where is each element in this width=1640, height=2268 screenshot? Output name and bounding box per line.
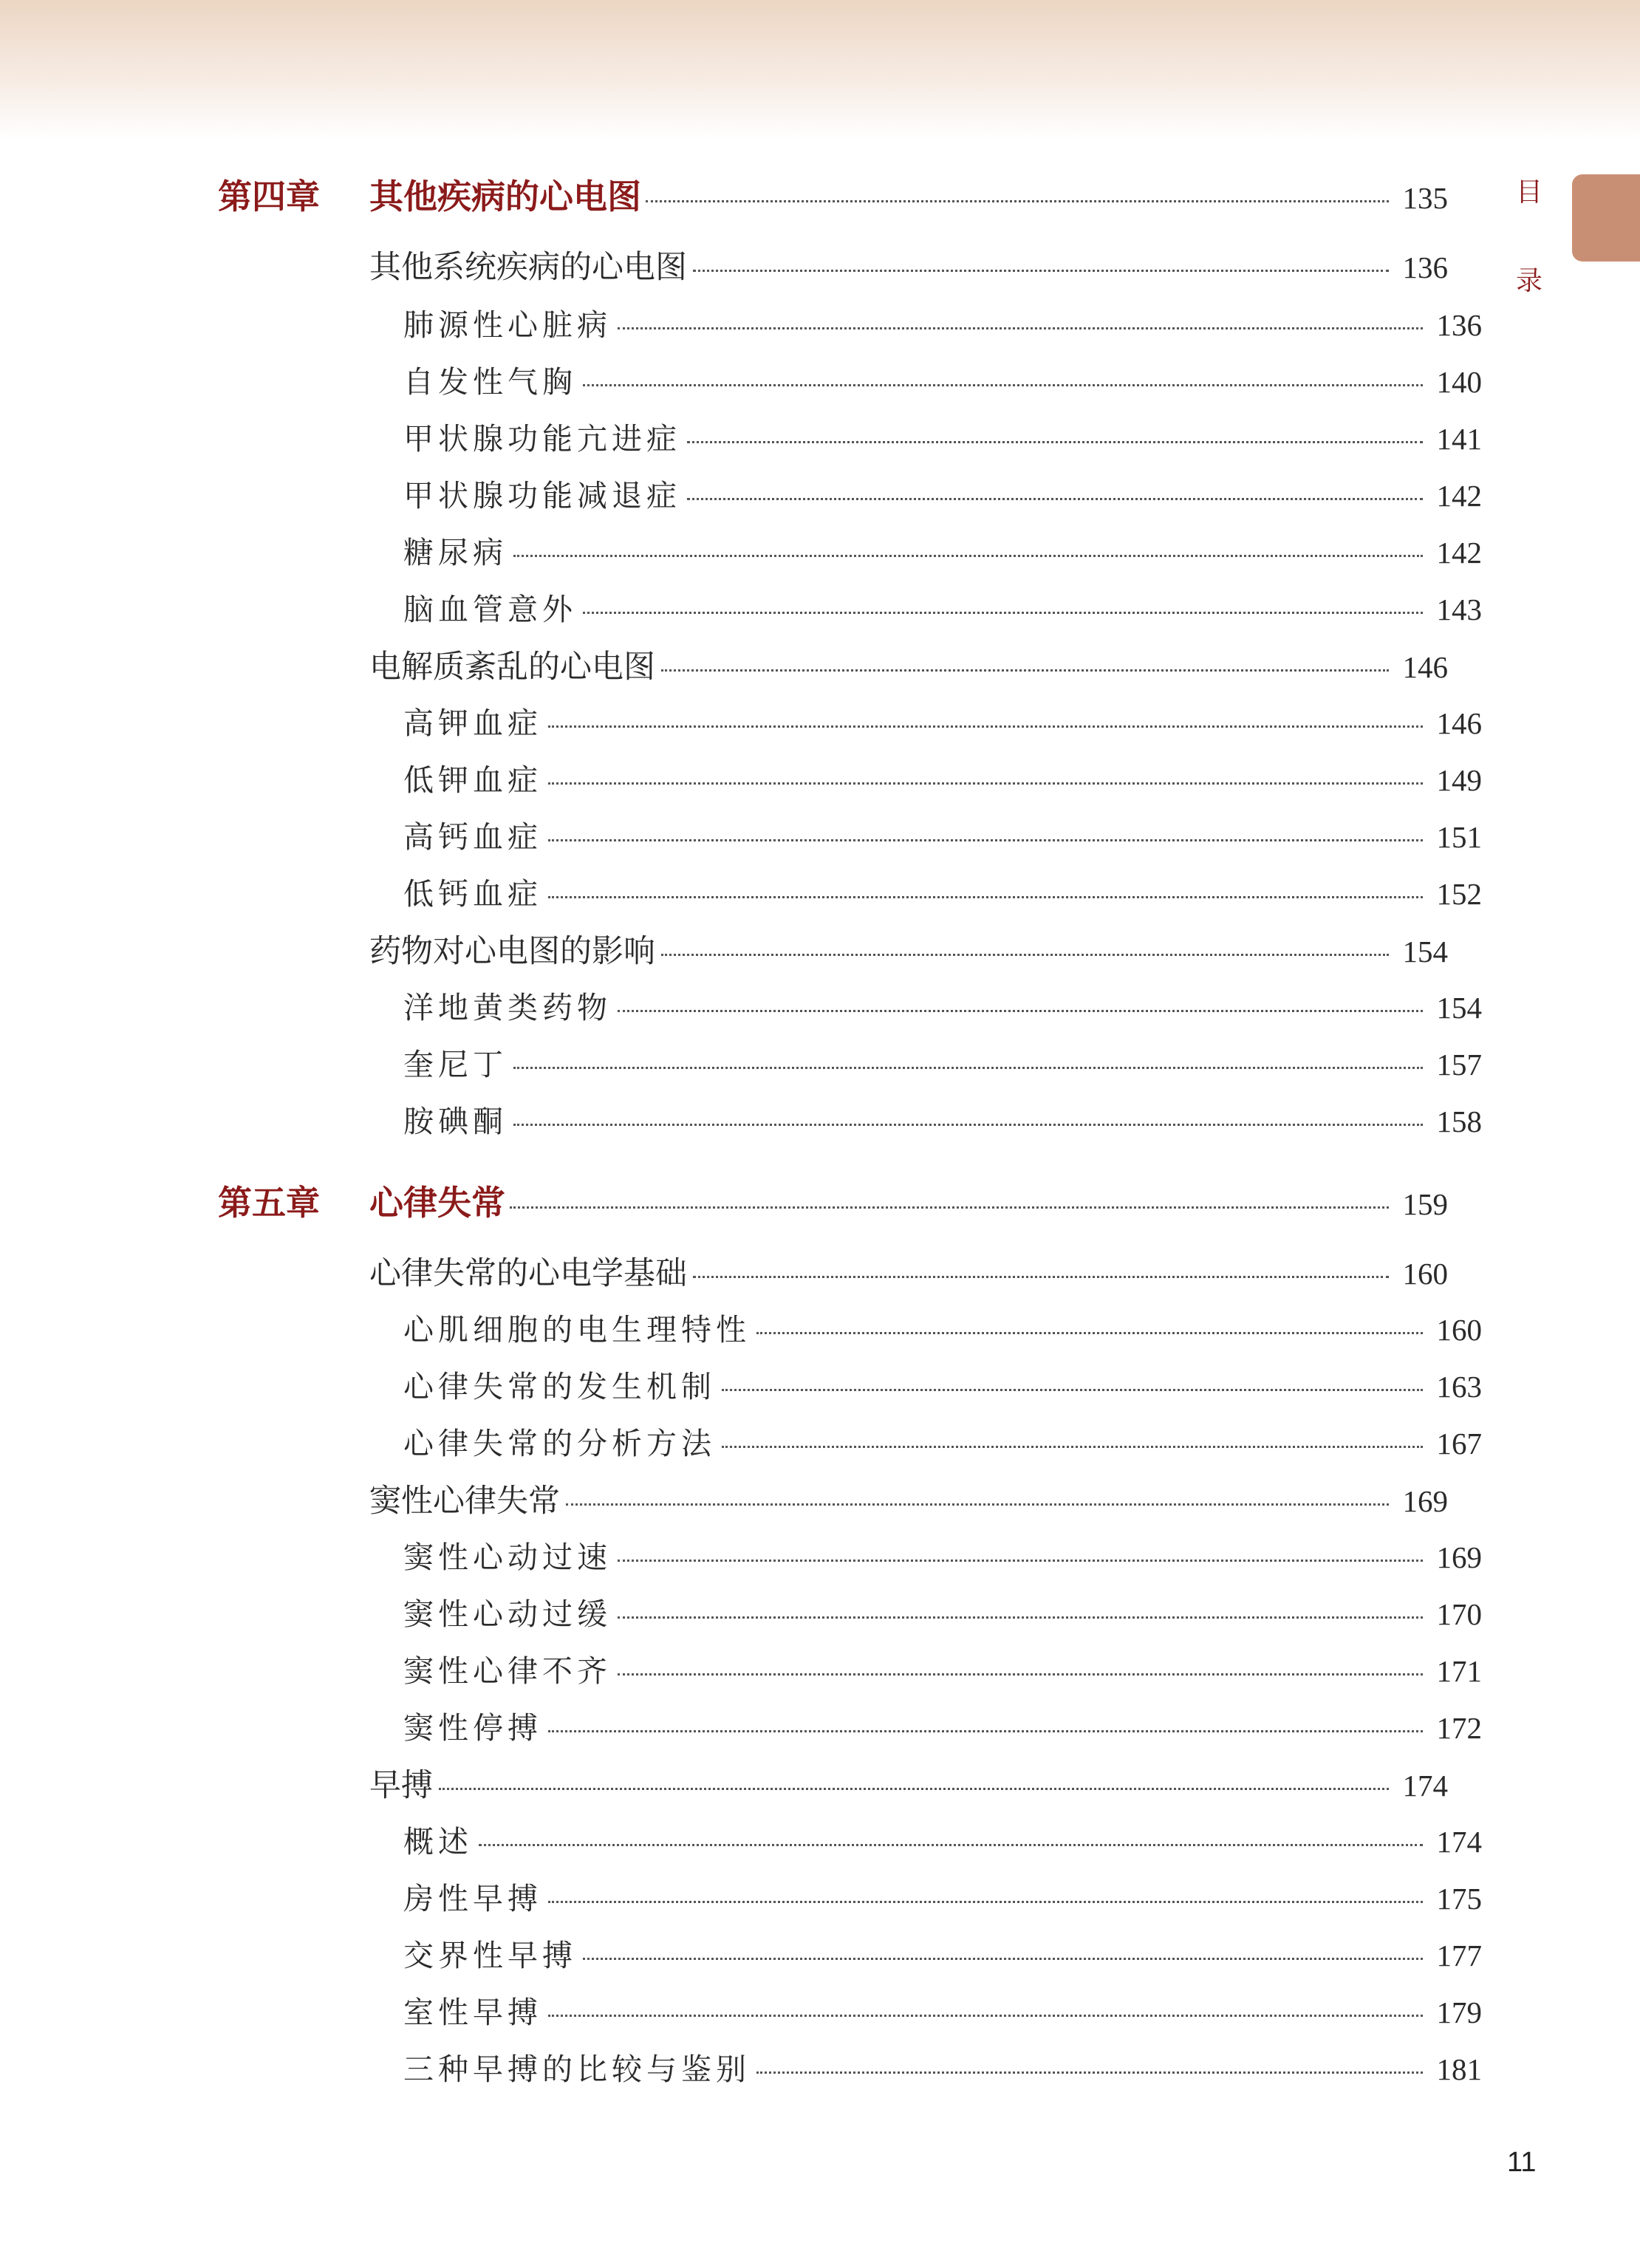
- page-ref: 170: [1436, 1597, 1482, 1631]
- entry-title: 窦性心律不齐: [403, 1653, 612, 1689]
- dot-leader: [548, 2015, 1423, 2017]
- page-ref: 160: [1402, 1257, 1448, 1291]
- toc-entry[interactable]: [369, 1760, 1448, 1806]
- page-ref: 141: [1436, 422, 1482, 456]
- entry-title: 窦性心律失常: [369, 1483, 560, 1520]
- entry-title: 窦性心动过缓: [403, 1596, 612, 1632]
- toc-entry[interactable]: [403, 1590, 1482, 1633]
- toc-entry[interactable]: [403, 358, 1482, 401]
- dot-leader: [661, 669, 1389, 672]
- page-ref: 154: [1436, 991, 1482, 1025]
- entry-title: 脑血管意外: [403, 592, 577, 627]
- entry-title: 胺碘酮: [403, 1104, 508, 1139]
- toc-entry[interactable]: [369, 242, 1448, 287]
- dot-leader: [566, 1503, 1389, 1506]
- toc-entry[interactable]: [403, 813, 1482, 856]
- entry-title: 心肌细胞的电生理特性: [403, 1312, 751, 1348]
- page-ref: 151: [1436, 820, 1482, 854]
- page-ref: 174: [1436, 1825, 1482, 1859]
- toc-entry[interactable]: [403, 1362, 1482, 1406]
- toc-entry[interactable]: [403, 1533, 1482, 1577]
- toc-entry[interactable]: [369, 1249, 1448, 1294]
- side-label-lu: 录: [1515, 266, 1542, 296]
- entry-title: 甲状腺功能减退症: [403, 478, 681, 513]
- page-ref: 142: [1436, 536, 1482, 570]
- chapter-4-heading[interactable]: [218, 170, 1448, 219]
- page-ref: 167: [1436, 1427, 1482, 1461]
- toc-entry[interactable]: [369, 926, 1448, 971]
- entry-title: 药物对心电图的影响: [369, 933, 655, 970]
- page-ref: 157: [1436, 1048, 1482, 1082]
- entry-title: 房性早搏: [403, 1881, 542, 1916]
- chapter-number: 第五章: [218, 1183, 320, 1223]
- toc-entry[interactable]: [403, 2045, 1482, 2088]
- page-ref: 171: [1436, 1654, 1482, 1688]
- toc-entry[interactable]: [403, 870, 1482, 913]
- page-ref: 136: [1402, 250, 1448, 284]
- entry-title: 心律失常的分析方法: [403, 1426, 716, 1461]
- dot-leader: [548, 1901, 1423, 1903]
- dot-leader: [618, 1673, 1423, 1676]
- toc-entry[interactable]: [403, 414, 1482, 458]
- dot-leader: [548, 839, 1423, 841]
- entry-title: 室性早搏: [403, 1995, 542, 2030]
- page-ref: 152: [1436, 877, 1482, 911]
- dot-leader: [756, 1332, 1423, 1334]
- entry-title: 窦性心动过速: [403, 1540, 612, 1575]
- toc-entry[interactable]: [403, 585, 1482, 629]
- toc-entry[interactable]: [403, 1305, 1482, 1349]
- page-ref: 174: [1402, 1769, 1448, 1803]
- entry-title: 甲状腺功能亢进症: [403, 421, 681, 457]
- entry-title: 三种早搏的比较与鉴别: [403, 2052, 751, 2087]
- dot-leader: [513, 1124, 1423, 1126]
- dot-leader: [513, 555, 1423, 557]
- dot-leader: [693, 270, 1389, 272]
- dot-leader: [439, 1788, 1389, 1790]
- dot-leader: [618, 327, 1423, 329]
- dot-leader: [548, 896, 1423, 898]
- page-ref: 175: [1436, 1882, 1482, 1916]
- entry-title: 糖尿病: [403, 535, 508, 570]
- dot-leader: [618, 1560, 1423, 1562]
- chapter-title: 其他疾病的心电图: [369, 177, 641, 216]
- entry-title: 奎尼丁: [403, 1047, 508, 1082]
- entry-title: 电解质紊乱的心电图: [369, 649, 655, 686]
- toc-entry[interactable]: [403, 1931, 1482, 1975]
- dot-leader: [548, 782, 1423, 785]
- entry-title: 洋地黄类药物: [403, 990, 612, 1025]
- toc-entry[interactable]: [403, 1817, 1482, 1861]
- page-ref: 136: [1436, 308, 1482, 342]
- entry-title: 肺源性心脏病: [403, 307, 612, 343]
- chapter-5-heading[interactable]: [218, 1176, 1448, 1225]
- dot-leader: [510, 1206, 1389, 1209]
- page-number: 11: [1507, 2147, 1537, 2178]
- toc-entry[interactable]: [403, 699, 1482, 742]
- toc-entry[interactable]: [403, 1040, 1482, 1084]
- entry-title: 高钙血症: [403, 819, 542, 855]
- dot-leader: [618, 1010, 1423, 1012]
- page-ref: 149: [1436, 763, 1482, 797]
- page-ref: 158: [1436, 1104, 1482, 1138]
- toc-entry[interactable]: [403, 301, 1482, 344]
- toc-entry[interactable]: [403, 1419, 1482, 1463]
- entry-title: 低钙血症: [403, 876, 542, 912]
- page-ref: 146: [1436, 706, 1482, 740]
- dot-leader: [756, 2071, 1423, 2074]
- header-band: [0, 0, 1640, 140]
- dot-leader: [583, 384, 1423, 386]
- page-ref: 135: [1402, 181, 1448, 215]
- entry-title: 交界性早搏: [403, 1938, 577, 1973]
- page-ref: 179: [1436, 1995, 1482, 2029]
- toc-entry[interactable]: [403, 1988, 1482, 2032]
- page-ref: 146: [1402, 650, 1448, 684]
- dot-leader: [548, 725, 1423, 728]
- toc-entry[interactable]: [403, 1704, 1482, 1747]
- side-label-mu: 目: [1515, 177, 1542, 208]
- entry-title: 早搏: [369, 1767, 433, 1804]
- toc-entry[interactable]: [403, 1647, 1482, 1690]
- entry-title: 心律失常的心电学基础: [369, 1255, 687, 1292]
- toc-entry[interactable]: [403, 471, 1482, 515]
- page-ref: 169: [1436, 1540, 1482, 1574]
- chapter-title: 心律失常: [369, 1183, 505, 1223]
- dot-leader: [618, 1616, 1423, 1619]
- entry-title: 心律失常的发生机制: [403, 1369, 716, 1404]
- entry-title: 自发性气胸: [403, 364, 577, 400]
- toc-entry[interactable]: [403, 1874, 1482, 1918]
- dot-leader: [583, 1958, 1423, 1960]
- dot-leader: [687, 498, 1423, 500]
- dot-leader: [687, 441, 1423, 443]
- page-ref: 160: [1436, 1313, 1482, 1347]
- page-ref: 159: [1402, 1187, 1448, 1221]
- page-ref: 143: [1436, 592, 1482, 626]
- page-ref: 181: [1436, 2052, 1482, 2086]
- page-ref: 142: [1436, 479, 1482, 513]
- dot-leader: [548, 1730, 1423, 1732]
- entry-title: 概述: [403, 1824, 473, 1859]
- toc-entry[interactable]: [369, 642, 1448, 687]
- page-ref: 172: [1436, 1711, 1482, 1745]
- dot-leader: [513, 1067, 1423, 1069]
- page-ref: 177: [1436, 1939, 1482, 1972]
- section-tab: [1572, 174, 1640, 262]
- dot-leader: [722, 1446, 1423, 1448]
- toc-entry[interactable]: [403, 756, 1482, 799]
- entry-title: 低钾血症: [403, 762, 542, 798]
- entry-title: 高钾血症: [403, 706, 542, 741]
- dot-leader: [722, 1389, 1423, 1391]
- dot-leader: [693, 1276, 1389, 1278]
- chapter-number: 第四章: [218, 177, 320, 216]
- dot-leader: [583, 612, 1423, 614]
- toc-entry[interactable]: [369, 1476, 1448, 1521]
- page-ref: 154: [1402, 935, 1448, 969]
- toc-entry[interactable]: [403, 983, 1482, 1027]
- entry-title: 其他系统疾病的心电图: [369, 249, 687, 286]
- toc-entry[interactable]: [403, 1097, 1482, 1141]
- dot-leader: [479, 1844, 1423, 1846]
- entry-title: 窦性停搏: [403, 1710, 542, 1746]
- page-ref: 163: [1436, 1370, 1482, 1404]
- page-ref: 169: [1402, 1484, 1448, 1518]
- toc-entry[interactable]: [403, 528, 1482, 572]
- dot-leader: [661, 954, 1389, 956]
- page-ref: 140: [1436, 365, 1482, 399]
- dot-leader: [646, 200, 1389, 202]
